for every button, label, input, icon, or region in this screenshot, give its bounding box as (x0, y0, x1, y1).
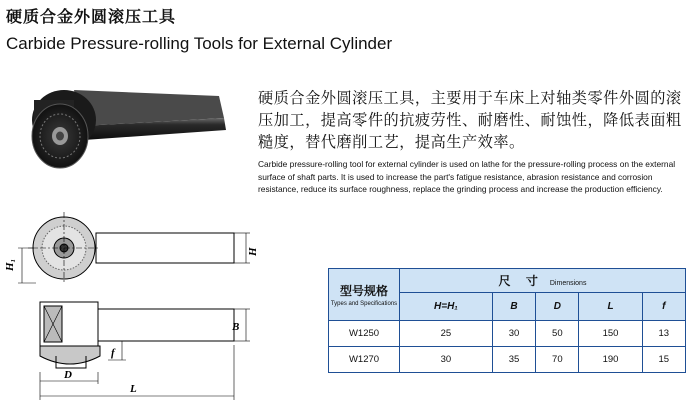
model-header-cn: 型号规格 (339, 284, 388, 298)
table-row (329, 347, 686, 373)
value-cell: 13 (642, 321, 685, 347)
spec-table (328, 268, 686, 373)
drawing-top-view (18, 212, 250, 284)
page-title-english: Carbide Pressure-rolling Tools for External Cylinder (6, 34, 393, 53)
dimensions-header (400, 269, 686, 293)
model-header-en: Types and Specifications (330, 301, 398, 307)
value-cell: 190 (579, 347, 642, 373)
technical-drawing (0, 205, 300, 407)
label-d: D (64, 369, 72, 381)
label-b: B (232, 321, 240, 333)
dimensions-header-en: Dimensions (549, 280, 587, 287)
description-english: Carbide pressure-rolling tool for external cylinder is used on lathe for the pressure-rolling process on the external surface of shaft parts. It is used to increase the part's fatigue resistance, abrasion resistance and corrosion resistance, reduce its surface roughness, replace the grinding process and increase the production efficiency. (258, 159, 676, 194)
value-cell: 35 (492, 347, 535, 373)
label-h: H (247, 247, 259, 256)
table-row (329, 321, 686, 347)
value-cell: 30 (400, 347, 493, 373)
value-cell: 30 (492, 321, 535, 347)
model-header (329, 269, 400, 321)
product-photo (14, 78, 232, 178)
value-cell: 50 (536, 321, 579, 347)
dimensions-header-cn: 尺 寸 (498, 274, 544, 288)
page-title-chinese: 硬质合金外圆滚压工具 (6, 9, 177, 26)
column-header: f (642, 293, 685, 321)
label-l: L (130, 383, 137, 395)
model-cell: W1250 (329, 321, 400, 347)
value-cell: 70 (536, 347, 579, 373)
value-cell: 150 (579, 321, 642, 347)
description-chinese: 硬质合金外圆滚压工具，主要用于车床上对轴类零件外圆的滚压加工，提高零件的抗疲劳性、耐磨性、耐蚀性，降低表面粗糙度，替代磨削工艺，提高生产效率。 (258, 90, 682, 151)
value-cell: 15 (642, 347, 685, 373)
column-header: L (579, 293, 642, 321)
model-cell: W1270 (329, 347, 400, 373)
label-h1: H₁ (4, 258, 16, 271)
column-header: H=H₁ (400, 293, 493, 321)
column-header: B (492, 293, 535, 321)
value-cell: 25 (400, 321, 493, 347)
drawing-side-view (40, 302, 250, 400)
label-f: f (111, 347, 115, 359)
column-header: D (536, 293, 579, 321)
